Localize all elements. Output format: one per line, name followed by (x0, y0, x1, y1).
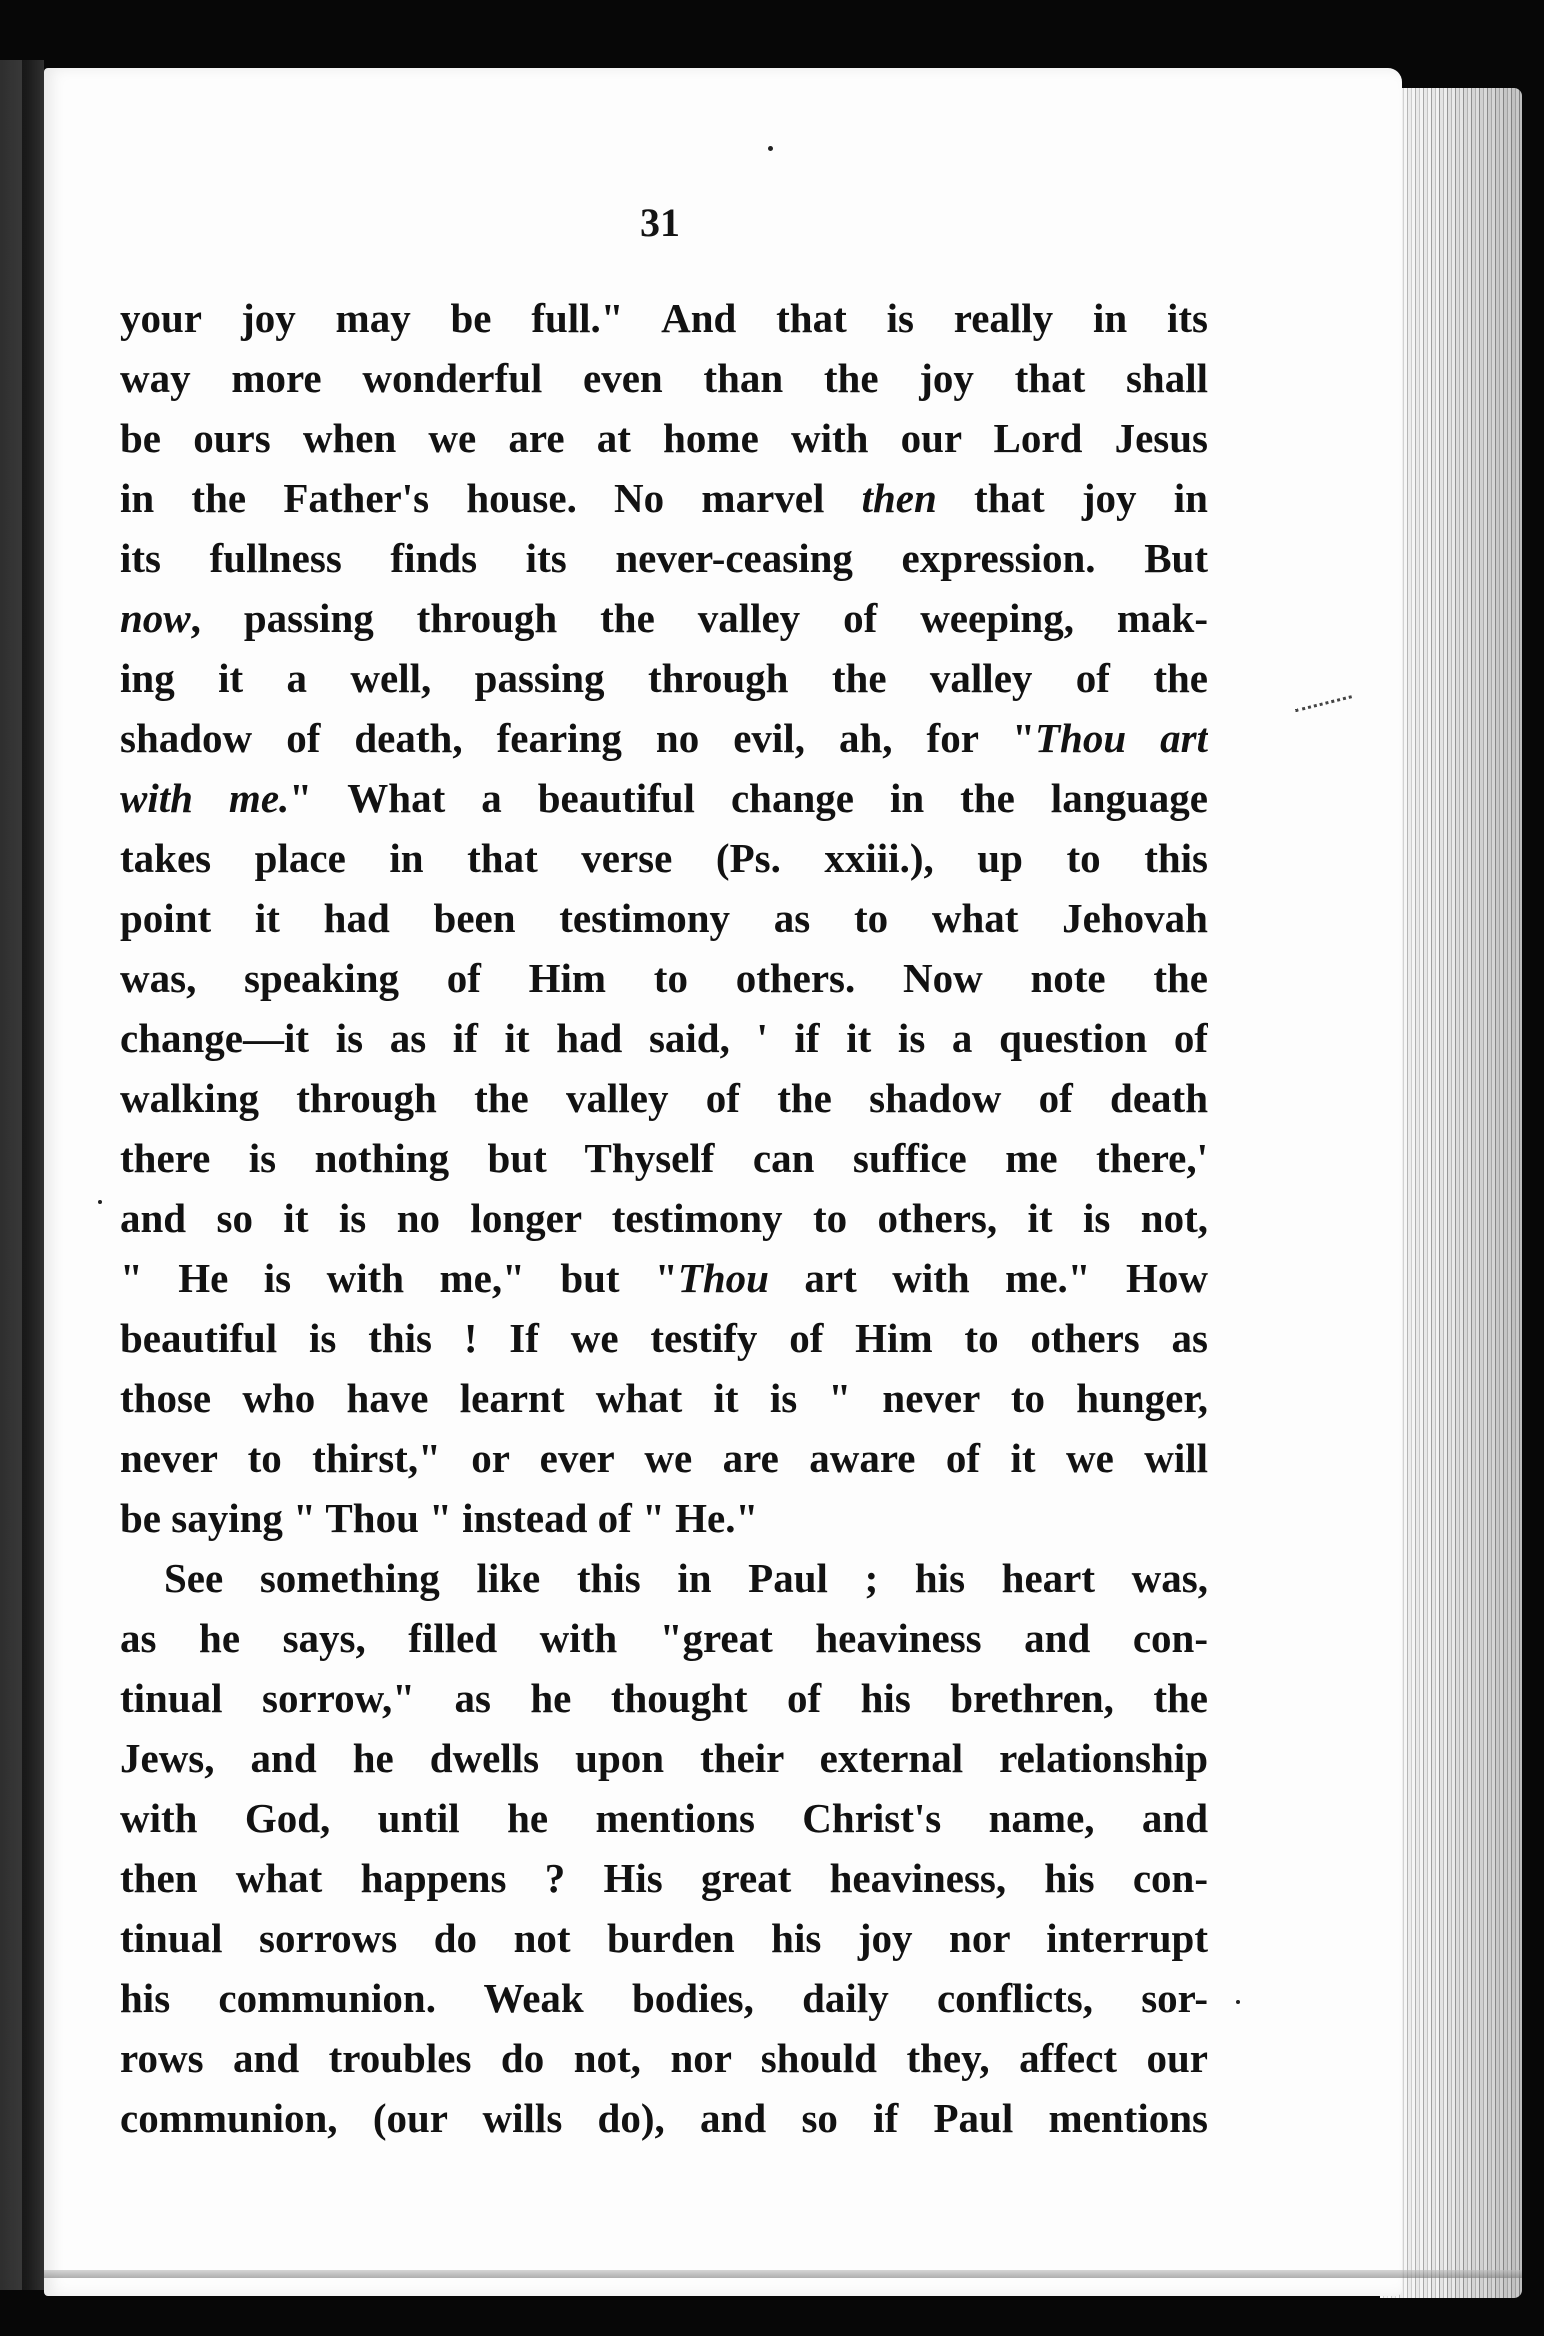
text-run: communion, (our wills do), and so if Paul mentions (120, 2095, 1208, 2141)
text-run: way more wonderful even than the joy that shall (120, 355, 1208, 401)
text-run: in the Father's house. No marvel (120, 475, 862, 521)
text-run: those who have learnt what it is " never to hunger, (120, 1375, 1208, 1421)
text-line (120, 1128, 1208, 1188)
italic-run: with me. (120, 775, 290, 821)
text-line (120, 468, 1208, 528)
text-line (120, 1308, 1208, 1368)
text-run: " He is with me," but " (120, 1255, 678, 1301)
italic-run: now (120, 595, 191, 641)
page-speck (1236, 2000, 1240, 2004)
text-run: there is nothing but Thyself can suffice me there,' (120, 1135, 1208, 1181)
italic-run: Thou art (1034, 715, 1208, 761)
text-run: your joy may be full." And that is really in its (120, 295, 1208, 341)
text-run: then what happens ? His great heaviness, his con- (120, 1855, 1208, 1901)
italic-run: then (861, 475, 937, 521)
text-run: ing it a well, passing through the valley of the (120, 655, 1208, 701)
text-line (120, 2028, 1208, 2088)
text-run: beautiful is this ! If we testify of Him to others as (120, 1315, 1208, 1361)
text-line (120, 1728, 1208, 1788)
page-number: 31 (640, 200, 680, 245)
text-run: tinual sorrows do not burden his joy nor interrupt (120, 1915, 1208, 1961)
text-line (120, 768, 1208, 828)
text-line (120, 948, 1208, 1008)
text-line (120, 288, 1208, 348)
text-run: " What a beautiful change in the language (289, 775, 1208, 821)
text-run: that joy in (936, 475, 1208, 521)
text-run: shadow of death, fearing no evil, ah, for " (120, 715, 1035, 761)
text-run: be ours when we are at home with our Lord Jesus (120, 415, 1208, 461)
text-run: change—it is as if it had said, ' if it is a question of (120, 1015, 1208, 1061)
text-line (120, 1968, 1208, 2028)
text-run: See something like this in Paul ; his heart was, (164, 1555, 1208, 1601)
text-run: never to thirst," or ever we are aware of it we will (120, 1435, 1208, 1481)
text-run: its fullness finds its never-ceasing expression. But (120, 535, 1208, 581)
text-line (120, 1548, 1208, 1608)
text-run: Jews, and he dwells upon their external relationship (120, 1735, 1208, 1781)
text-run: walking through the valley of the shadow of death (120, 1075, 1208, 1121)
text-line (120, 1368, 1208, 1428)
text-line (120, 1008, 1208, 1068)
text-run: and so it is no longer testimony to others, it is not, (120, 1195, 1208, 1241)
text-line (120, 408, 1208, 468)
text-run: as he says, filled with "great heaviness and con- (120, 1615, 1208, 1661)
page-speck (768, 146, 773, 151)
text-line (120, 1488, 1208, 1548)
text-line (120, 648, 1208, 708)
text-line (120, 1428, 1208, 1488)
text-run: rows and troubles do not, nor should they, affect our (120, 2035, 1208, 2081)
body-text (120, 288, 1208, 2148)
text-run: art with me." How (768, 1255, 1208, 1301)
text-line (120, 1188, 1208, 1248)
text-line (120, 828, 1208, 888)
text-run: takes place in that verse (Ps. xxiii.), up to this (120, 835, 1208, 881)
text-line (120, 348, 1208, 408)
text-line (120, 2088, 1208, 2148)
text-run: with God, until he mentions Christ's name, and (120, 1795, 1208, 1841)
text-line (120, 1848, 1208, 1908)
text-line (120, 708, 1208, 768)
text-run: his communion. Weak bodies, daily conflicts, sor- (120, 1975, 1208, 2021)
binding-highlight (0, 60, 22, 2290)
text-run: was, speaking of Him to others. Now note the (120, 955, 1208, 1001)
text-line (120, 1608, 1208, 1668)
text-run: tinual sorrow," as he thought of his brethren, the (120, 1675, 1208, 1721)
text-line (120, 1248, 1208, 1308)
text-line (120, 1788, 1208, 1848)
page-bottom-edge (44, 2270, 1522, 2278)
text-line (120, 588, 1208, 648)
text-line (120, 1668, 1208, 1728)
italic-run: Thou (677, 1255, 769, 1301)
text-line (120, 888, 1208, 948)
text-line (120, 528, 1208, 588)
text-line (120, 1908, 1208, 1968)
text-run: be saying " Thou " instead of " He." (120, 1495, 759, 1541)
text-run: point it had been testimony as to what Jehovah (120, 895, 1208, 941)
page-speck (98, 1200, 102, 1204)
text-run: , passing through the valley of weeping, mak- (190, 595, 1208, 641)
text-line (120, 1068, 1208, 1128)
